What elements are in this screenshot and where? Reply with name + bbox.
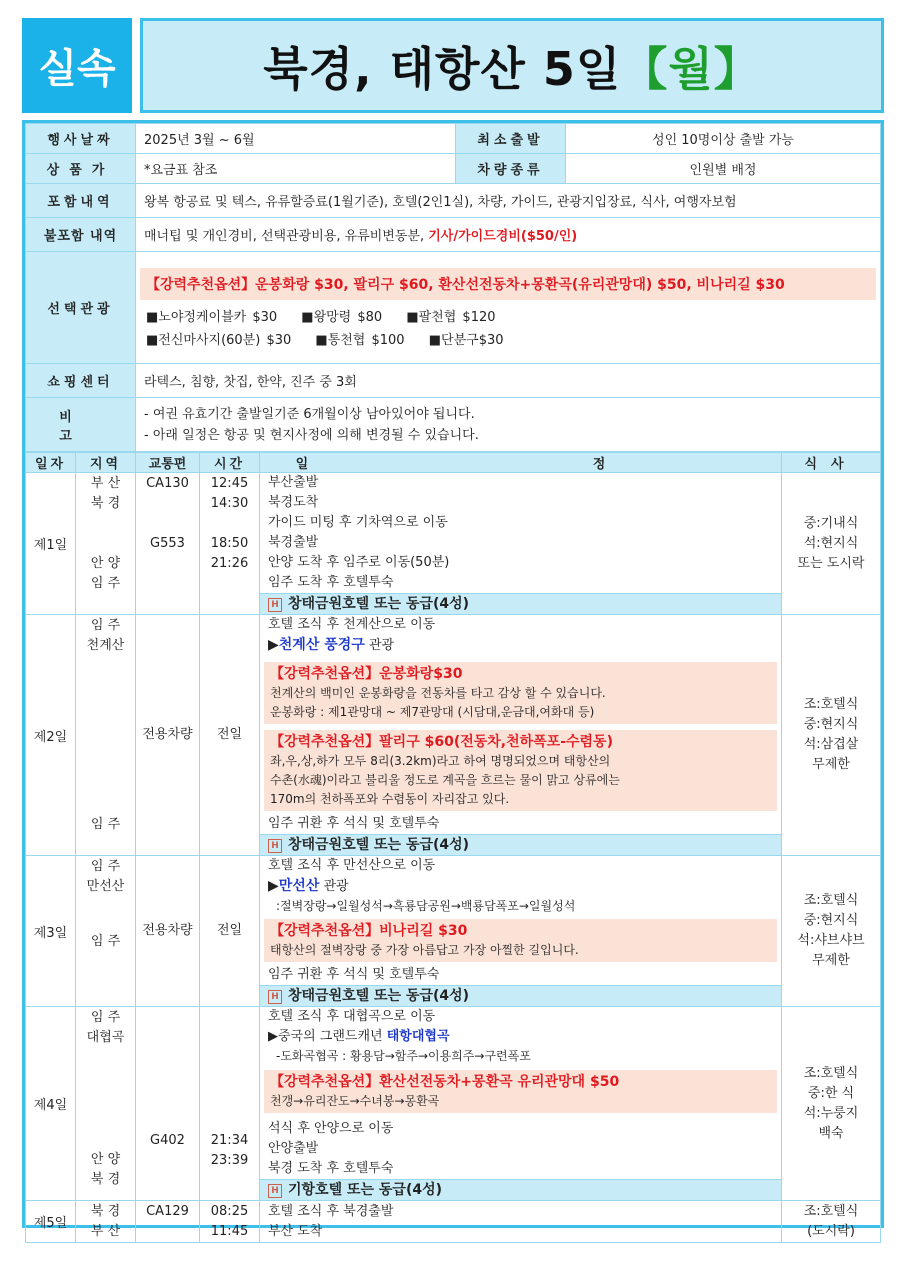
meal: 중:한 식 [807,1085,855,1101]
option-box [264,919,777,962]
shop-label: 쇼핑센터 [26,364,136,398]
price-label: 상품가 [26,154,136,184]
schedule-table [25,452,881,1243]
region-bottom [76,1150,135,1190]
hotel-icon: H [268,839,282,853]
day-meals [782,1201,881,1243]
transport: 전용차량 [136,856,200,1007]
day-label: 제4일 [26,1007,76,1201]
exclude-guide-fee: 기사/가이드경비($50/인) [428,229,578,244]
plan-line: 안양출발 [268,1141,319,1156]
time-block [200,1131,259,1171]
day-plan [260,856,782,1007]
option-line-1 [142,306,874,325]
hotel-name: 창태금원호텔 또는 동급(4성) [288,988,470,1004]
day-row [26,1201,881,1243]
option-title: 【강력추천옵션】운봉화랑$30 [270,666,463,682]
plan-line: 임주 귀환 후 석식 및 호텔투숙 [268,816,440,831]
plan-route: :절벽장랑→일월성석→흑룡담공원→백룡담폭포→일월성석 [276,899,576,913]
header-time: 시간 [200,453,260,473]
plan-line: 호텔 조식 후 대협곡으로 이동 [268,1009,436,1024]
transport: 전용차량 [136,615,200,856]
meal: 석:삼겹살 [803,737,859,752]
vehicle-value: 인원별 배정 [566,154,881,184]
option-desc: 천계산의 백미인 운봉화랑을 전동차를 타고 감상 할 수 있습니다. [270,686,606,700]
day-regions [76,1007,136,1201]
header-plan: 일 정 [260,453,782,473]
hotel-icon: H [268,598,282,612]
day-plan [260,615,782,856]
option-desc: 좌,우,상,하가 모두 8리(3.2km)라고 하여 명명되었으며 태항산의 [270,754,611,768]
region: 대협곡 [86,1030,125,1045]
exclude-cell [136,218,881,252]
date-value: 2025년 3월 ~ 6월 [136,124,456,154]
plan-visit: ▶만선산 관광 [268,878,349,894]
option-item: ■통천협 $100 [315,332,405,348]
min-label: 최소출발 [456,124,566,154]
meal: 석:샤브샤브 [797,933,865,948]
time: 08:25 [210,1203,249,1219]
meal: 조:호텔식 [803,1203,859,1219]
exclude-value: 매너팁 및 개인경비, 선택관광비용, 유류비변동분, [144,229,425,244]
day-meals [782,615,881,856]
plan-line: 가이드 미팅 후 기차역으로 이동 [268,515,448,530]
option-recommend-bar: 【강력추천옵션】운봉화랑 $30, 팔리구 $60, 환산선전동차+몽환곡(유리관망대) $50, 비나리길 $30 [140,268,876,300]
region: 북 경 [90,496,121,511]
transport: CA130 [146,476,189,491]
day-plan [260,473,782,615]
option-item: ■노야정케이블카 $30 [146,309,278,325]
option-cell [136,252,881,364]
day-meals [782,1007,881,1201]
option-desc: 태항산의 절벽장랑 중 가장 아름답고 가장 아찔한 길입니다. [270,943,579,957]
time: 23:39 [210,1153,249,1168]
option-title: 【강력추천옵션】팔리구 $60(전동차,천하폭포-수렴동) [270,734,613,750]
plan-line: 임주 도착 후 호텔투숙 [268,575,394,590]
time: 21:34 [210,1133,249,1148]
include-label: 포함내역 [26,184,136,218]
time: 전일 [200,615,260,856]
price-value: *요금표 참조 [136,154,456,184]
region: 임 주 [90,618,121,633]
hotel-line [260,985,781,1006]
transport: CA129 [136,1201,200,1243]
day-plan [260,1201,782,1243]
region: 임 주 [90,934,121,949]
option-item: ■팔천협 $120 [406,309,496,325]
plan-line: 안양 도착 후 임주로 이동(50분) [268,555,450,570]
plan-line: 임주 귀환 후 석식 및 호텔투숙 [268,967,440,982]
plan-line: 호텔 조식 후 천계산으로 이동 [268,617,436,632]
time: 11:45 [210,1223,249,1239]
day-transports [136,473,200,615]
remark-label: 비 고 [26,398,136,452]
page-title [140,18,884,113]
region: 안 양 [90,1152,121,1167]
hotel-name: 창태금원호텔 또는 동급(4성) [288,837,470,853]
region: 북 경 [90,1203,121,1219]
day-times [200,1007,260,1201]
remark-cell [136,398,881,452]
day-label: 제5일 [26,1201,76,1243]
hotel-icon: H [268,1184,282,1198]
day-label: 제1일 [26,473,76,615]
visit-name: 만선산 [278,878,320,894]
meal: (도시락) [807,1223,855,1239]
option-title: 【강력추천옵션】환산선전동차+몽환곡 유리관망대 $50 [270,1074,620,1090]
remark-line: - 아래 일정은 항공 및 현지사정에 의해 변경될 수 있습니다. [144,427,479,443]
meal: 석:누룽지 [803,1105,859,1121]
hotel-icon: H [268,990,282,1004]
option-desc: 천갱→유리잔도→수녀봉→몽환곡 [270,1094,440,1108]
meal: 조:호텔식 [803,1065,859,1081]
meal: 조:호텔식 [803,697,859,712]
badge: 실속 [22,18,132,113]
option-box [264,662,777,724]
option-desc: 170m의 천하폭포와 수렴동이 자리잡고 있다. [270,792,510,806]
meal: 무제한 [812,757,850,772]
region: 부 산 [90,476,121,491]
region: 임 주 [90,859,121,874]
visit-suffix: 관광 [364,638,395,653]
option-item: ■단분구$30 [428,332,504,348]
hotel-line [260,1179,781,1200]
header-day: 일자 [26,453,76,473]
time: 12:45 [210,476,249,491]
option-item: ■전신마사지(60분) $30 [146,332,292,348]
option-label: 선택관광 [26,252,136,364]
option-box [264,730,777,811]
day-label: 제3일 [26,856,76,1007]
time: 21:26 [210,556,249,571]
option-desc: 운봉화랑 : 제1관망대 ~ 제7관망대 (시담대,운금대,여화대 등) [270,705,595,719]
meal: 조:호텔식 [803,893,859,908]
plan-route: -도화곡협곡 : 황용담→함주→이용희주→구련폭포 [276,1049,531,1063]
include-value: 왕복 항공료 및 텍스, 유류할증료(1월기준), 호텔(2인1실), 차량, 가이드, 관광지입장료, 식사, 여행자보험 [136,184,881,218]
meal: 또는 도시락 [797,555,865,571]
header-region: 지역 [76,453,136,473]
option-box [264,1070,777,1113]
day-plan [260,1007,782,1201]
header [22,18,884,113]
option-title: 【강력추천옵션】비나리길 $30 [270,923,468,939]
day-row [26,615,881,856]
plan-visit: ▶천계산 풍경구 관광 [268,637,395,653]
exclude-label: 불포함 내역 [26,218,136,252]
transport: G402 [150,1133,185,1148]
plan-line: 호텔 조식 후 만선산으로 이동 [268,858,436,873]
hotel-line [260,834,781,855]
info-table [25,123,881,452]
plan-visit: ▶중국의 그랜드캐년 태항대협곡 [268,1029,450,1044]
region: 임 주 [90,576,121,591]
day-transports [136,1007,200,1201]
option-desc: 수촌(水魂)이라고 불리울 정도로 계곡을 흐르는 물이 맑고 상류에는 [270,773,620,787]
transport: G553 [150,536,185,551]
day-label: 제2일 [26,615,76,856]
day-row [26,473,881,615]
title-main: 북경, 태항산 5일 [263,41,622,96]
time: 전일 [200,856,260,1007]
visit-name: 천계산 풍경구 [278,637,365,653]
meal: 무제한 [812,953,850,968]
option-line-2 [142,329,874,348]
region: 부 산 [90,1223,121,1239]
hotel-line [260,593,781,614]
day-meals [782,473,881,615]
plan-line: 부산 도착 [268,1223,323,1239]
plan-line: 북경도착 [268,495,319,510]
region: 만선산 [86,879,125,894]
region: 임 주 [90,817,121,832]
day-times [200,473,260,615]
day-regions [76,473,136,615]
date-label: 행사날짜 [26,124,136,154]
meal: 중:기내식 [803,515,859,531]
visit-prefix: 중국의 그랜드캐년 [278,1029,387,1044]
day-row [26,1007,881,1201]
meal: 중:현지식 [803,913,859,928]
day-regions [76,615,136,856]
region: 북 경 [90,1172,121,1187]
region: 천계산 [86,638,125,653]
region: 임 주 [90,1010,121,1025]
plan-line: 석식 후 안양으로 이동 [268,1121,394,1136]
region: 안 양 [90,556,121,571]
meal: 중:현지식 [803,717,859,732]
day-regions [76,856,136,1007]
visit-suffix: 관광 [319,879,349,894]
day-row [26,856,881,1007]
itinerary-sheet [22,120,884,1239]
shop-value: 라텍스, 침향, 찻집, 한약, 진주 중 3회 [136,364,881,398]
time: 18:50 [210,536,249,551]
plan-line: 부산출발 [268,475,319,490]
hotel-name: 창태금원호텔 또는 동급(4성) [288,596,470,612]
option-item: ■왕망령 $80 [301,309,383,325]
meal: 석:현지식 [803,535,859,551]
header-transport: 교통편 [136,453,200,473]
hotel-name: 기항호텔 또는 동급(4성) [288,1182,443,1198]
min-value: 성인 10명이상 출발 가능 [566,124,881,154]
title-accent: 【월】 [621,41,761,96]
vehicle-label: 차량종류 [456,154,566,184]
plan-line: 북경출발 [268,535,319,550]
meal: 백숙 [818,1125,844,1141]
header-meal: 식사 [782,453,881,473]
day-regions [76,1201,136,1243]
plan-line: 호텔 조식 후 북경출발 [268,1203,394,1219]
day-times [200,1201,260,1243]
time: 14:30 [210,496,249,511]
plan-line: 북경 도착 후 호텔투숙 [268,1161,394,1176]
day-meals [782,856,881,1007]
visit-name: 태항대협곡 [386,1029,450,1044]
remark-line: - 여권 유효기간 출발일기준 6개월이상 남아있어야 됩니다. [144,406,475,422]
